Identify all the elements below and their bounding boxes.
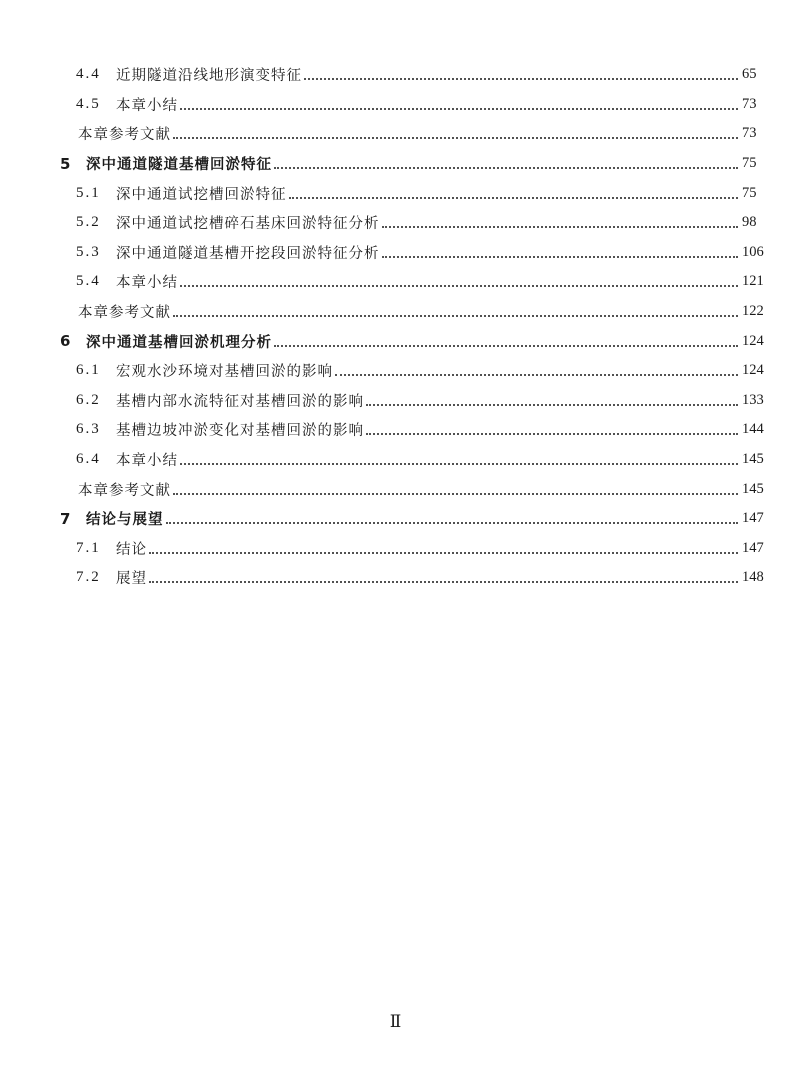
toc-entry-title: 本章参考文献 xyxy=(78,482,171,499)
toc-entry[interactable] xyxy=(0,208,790,238)
toc-chapter[interactable] xyxy=(0,326,790,356)
toc-chapter-title: 深中通道隧道基槽回淤特征 xyxy=(86,157,272,174)
toc-entry[interactable] xyxy=(0,356,790,386)
toc-entry[interactable] xyxy=(0,445,790,475)
toc-chapter-title: 结论与展望 xyxy=(86,512,164,529)
dot-leader xyxy=(335,373,738,376)
toc-entry-title: 深中通道试挖槽回淤特征 xyxy=(116,186,287,203)
table-of-contents xyxy=(0,60,790,593)
dot-leader xyxy=(166,521,739,524)
toc-entry-page: 147 xyxy=(742,539,764,556)
toc-entry-number: 6.2 xyxy=(76,391,101,408)
toc-entry-page: 145 xyxy=(742,451,764,468)
toc-entry-page: 98 xyxy=(742,214,757,231)
dot-leader xyxy=(173,136,738,139)
toc-entry-page: 148 xyxy=(742,569,764,586)
dot-leader xyxy=(304,77,738,80)
toc-entry-title: 近期隧道沿线地形演变特征 xyxy=(116,68,302,85)
toc-chapter[interactable] xyxy=(0,504,790,534)
toc-entry[interactable] xyxy=(0,534,790,564)
toc-entry-page: 124 xyxy=(742,332,764,349)
toc-entry-page: 144 xyxy=(742,421,764,438)
toc-entry[interactable] xyxy=(0,386,790,416)
toc-entry-page: 65 xyxy=(742,66,757,83)
toc-entry-references[interactable] xyxy=(0,474,790,504)
toc-entry-title: 结论 xyxy=(116,541,147,558)
dot-leader xyxy=(149,580,738,583)
dot-leader xyxy=(180,284,738,287)
toc-entry-title: 深中通道隧道基槽开挖段回淤特征分析 xyxy=(116,245,380,262)
toc-entry-page: 145 xyxy=(742,480,764,497)
toc-entry-number: 7.1 xyxy=(76,539,101,556)
dot-leader xyxy=(180,107,738,110)
toc-entry[interactable] xyxy=(0,415,790,445)
toc-entry[interactable] xyxy=(0,178,790,208)
toc-entry-title: 宏观水沙环境对基槽回淤的影响 xyxy=(116,364,333,381)
toc-entry-page: 73 xyxy=(742,125,757,142)
toc-entry-number: 5.1 xyxy=(76,184,101,201)
toc-entry-title: 本章参考文献 xyxy=(78,305,171,322)
toc-entry-number: 7.2 xyxy=(76,569,101,586)
toc-entry-number: 5.2 xyxy=(76,214,101,231)
toc-entry-page: 75 xyxy=(742,155,757,172)
toc-entry[interactable] xyxy=(0,90,790,120)
toc-entry-title: 本章参考文献 xyxy=(78,127,171,144)
toc-entry-page: 122 xyxy=(742,303,764,320)
dot-leader xyxy=(149,551,738,554)
dot-leader xyxy=(366,403,738,406)
dot-leader xyxy=(382,225,739,228)
toc-entry-references[interactable] xyxy=(0,297,790,327)
toc-entry-number: 6.3 xyxy=(76,421,101,438)
toc-chapter-number: 6 xyxy=(60,332,73,351)
toc-entry-page: 106 xyxy=(742,243,764,260)
toc-entry-page: 133 xyxy=(742,391,764,408)
dot-leader xyxy=(289,196,739,199)
dot-leader xyxy=(180,462,738,465)
toc-entry-number: 4.4 xyxy=(76,66,101,83)
toc-entry-title: 基槽内部水流特征对基槽回淤的影响 xyxy=(116,393,364,410)
toc-entry[interactable] xyxy=(0,267,790,297)
toc-entry-page: 75 xyxy=(742,184,757,201)
toc-entry-title: 本章小结 xyxy=(116,453,178,470)
toc-entry[interactable] xyxy=(0,563,790,593)
dot-leader xyxy=(173,314,738,317)
dot-leader xyxy=(274,344,738,347)
toc-entry-page: 121 xyxy=(742,273,764,290)
dot-leader xyxy=(173,492,738,495)
toc-entry-title: 深中通道试挖槽碎石基床回淤特征分析 xyxy=(116,216,380,233)
toc-entry-title: 展望 xyxy=(116,571,147,588)
toc-entry-page: 73 xyxy=(742,95,757,112)
toc-chapter-number: 5 xyxy=(60,154,73,173)
toc-entry-title: 本章小结 xyxy=(116,275,178,292)
dot-leader xyxy=(366,432,738,435)
toc-entry-number: 6.4 xyxy=(76,451,101,468)
toc-entry-references[interactable] xyxy=(0,119,790,149)
dot-leader xyxy=(274,166,738,169)
page-number: Ⅱ xyxy=(389,1012,401,1031)
toc-entry[interactable] xyxy=(0,238,790,268)
toc-chapter-number: 7 xyxy=(60,509,73,528)
toc-entry-page: 124 xyxy=(742,362,764,379)
toc-entry-number: 5.3 xyxy=(76,243,101,260)
toc-entry-number: 5.4 xyxy=(76,273,101,290)
toc-chapter-title: 深中通道基槽回淤机理分析 xyxy=(86,334,272,351)
toc-entry-number: 4.5 xyxy=(76,95,101,112)
toc-entry-page: 147 xyxy=(742,510,764,527)
toc-entry-number: 6.1 xyxy=(76,362,101,379)
toc-entry-title: 基槽边坡冲淤变化对基槽回淤的影响 xyxy=(116,423,364,440)
toc-chapter[interactable] xyxy=(0,149,790,179)
toc-entry-title: 本章小结 xyxy=(116,97,178,114)
dot-leader xyxy=(382,255,739,258)
toc-entry[interactable] xyxy=(0,60,790,90)
